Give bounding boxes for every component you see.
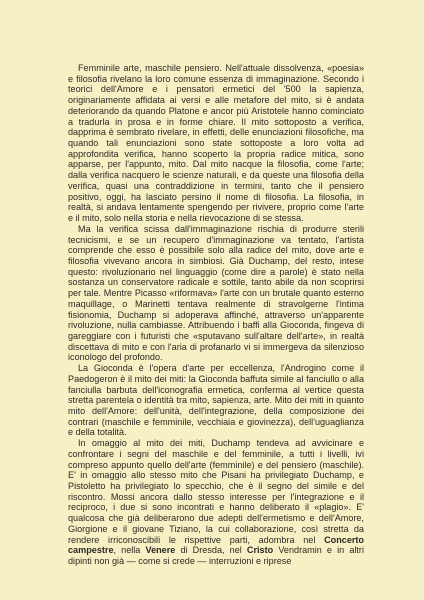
paragraph-2-text: Ma la verifica scissa dall'immaginazione rischia di produrre sterili tecnicismi, e se un recupero d'immaginazione va tentato, l'artista comprende che esso è possibile solo alla radice del mito, dove arte e filosofia vivevano ancora in simbiosi. Già Duchamp, del resto, intese questo: rivoluzionario nel linguaggio (come dire a parole) è stato nella sostanza un conservatore radicale e sottile, tanto abile da non scoprirsi per tale. Mentre Picasso «riformava» l'arte con un brutale quanto esterno maquillage, o Marinetti tentava realmente di stravolgerne l'intima fisionomia, Duchamp si adoperava affinché, attraverso un'apparente rivoluzione, nulla cambiasse. Attribuendo i baffi alla Gioconda, fingeva di gareggiare con i futuristi che «sputavano sull'altare dell'arte», in realtà discettava di mito e con l'aria di profanarlo vi si immergeva da silenzioso iconologo del profondo. bbox=[68, 223, 364, 363]
text-column bbox=[68, 63, 364, 567]
paragraph-2 bbox=[68, 224, 364, 363]
paragraph-3 bbox=[68, 363, 364, 438]
paragraph-1-text: Femminile arte, maschile pensiero. Nell'attuale dissolvenza, «poesia» e filosofia rivelano la loro comune essenza di immaginazione. Secondo i teorici dell'Amore e i pensatori ermetici del '500 la sapienza, originariamente affidata ai versi e alle metafore del mito, si è andata deteriorando da quando Platone e ancor più Aristotele hanno cominciato a tradurla in prosa e in forme chiare. Il mito sottoposto a verifica, dapprima è sembrato rivelare, in effetti, delle enunciazioni filosofiche, ma quando tali enunciazioni sono state sottoposte a loro volta ad approfondita verifica, hanno scoperto la propria radice mitica, sono apparse, per l'appunto, mito. Dal mito nacque la filosofia, come l'arte; dalla verifica nacquero le scienze naturali, e da queste una filosofia della verifica, quasi una contraddizione in termini, tanto che il pensiero positivo, oggi, ha lasciato persino il nome di filosofia. La filosofia, in realtà, si andava lentamente spengendo per rivivere, proprio come l'arte e il mito, solo nella storia e nella rievocazione di se stessa. bbox=[68, 63, 364, 224]
paragraph-1 bbox=[68, 63, 364, 224]
paragraph-4 bbox=[68, 438, 364, 567]
paragraph-4-text-d: Vendramin e in altri dipinti non già — come si crede — interruzioni e riprese bbox=[68, 545, 364, 567]
artwork-title-venere: Venere bbox=[145, 545, 176, 556]
paragraph-4-text-a: In omaggio al mito dei miti, Duchamp tendeva ad avvicinare e confrontare i segni del maschile e del femminile, a tutti i livelli, ivi compreso appunto quello dell'arte (femminile) e del pensiero (maschile). E' in omaggio allo stesso mito che Pisani ha privilegiato Duchamp, e Pistoletto ha privilegiato lo specchio, che è il segno del simile e del riscontro. Mossi ancora dallo stesso interesse per l'integrazione e il reciproco, i due si sono incontrati e hanno deliberato il «plagio». E' qualcosa che già deliberarono due adepti dell'ermetismo e dell'Amore, Giorgione e il giovane Tiziano, la cui collaborazione, così stretta da rendere irriconoscibili le rispettive parti, adombra nel bbox=[68, 438, 364, 545]
paragraph-4-text-c: di Dresda, nel bbox=[175, 545, 247, 556]
paragraph-4-text-b: , nella bbox=[113, 545, 146, 556]
paragraph-3-text: La Gioconda è l'opera d'arte per eccellenza, l'Androgino come il Paedogeron è il mito dei miti: la Gioconda baffuta simile al fanciullo o alla fanciulla barbuta dell'iconografia ermetica, conferma al vertice questa stretta parentela o identità tra mito, sapienza, arte. Mito dei miti in quanto mito dell'Amore: dell'unità, dell'integrazione, della composizione dei contrari (maschile e femminile, vecchiaia e giovinezza), dell'uguaglianza e della totalità. bbox=[68, 363, 364, 438]
artwork-title-cristo: Cristo bbox=[246, 545, 274, 556]
artwork-title-concerto: Concerto campestre bbox=[68, 534, 364, 556]
